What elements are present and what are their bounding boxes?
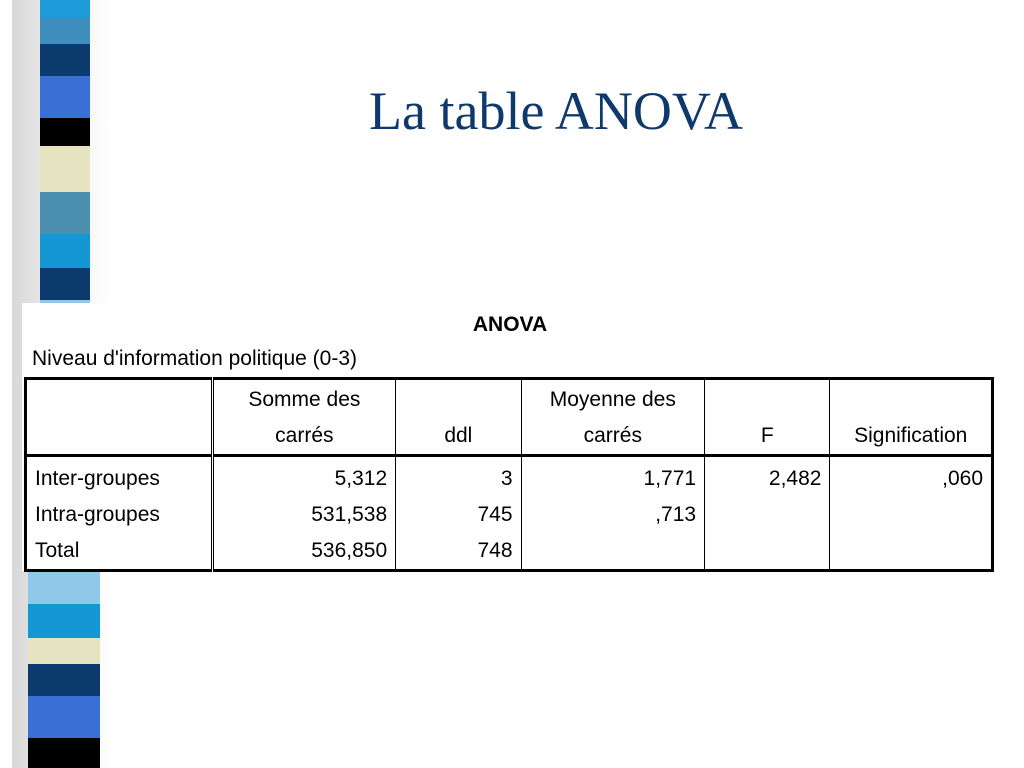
header-cell-significance: [830, 379, 993, 456]
cell-f: [705, 533, 830, 571]
header-line1: Moyenne des: [549, 388, 676, 411]
header-cell-row-label: [26, 379, 213, 456]
header-line1: Somme des: [248, 388, 361, 411]
strip-block: [28, 604, 100, 638]
strip-block: [40, 44, 90, 76]
cell-mean-square: [521, 533, 705, 571]
cell-sum-of-squares: 531,538: [212, 497, 396, 533]
header-line2: Signification: [854, 424, 968, 447]
strip-block: [40, 234, 90, 268]
cell-significance: [830, 497, 993, 533]
cell-significance: [830, 533, 993, 571]
strip-block: [40, 146, 90, 192]
cell-f: 2,482: [705, 456, 830, 498]
cell-mean-square: 1,771: [521, 456, 705, 498]
cell-sum-of-squares: 5,312: [212, 456, 396, 498]
table-header-row: [26, 379, 993, 456]
header-cell-mean-square: [521, 379, 705, 456]
cell-df: 3: [396, 456, 521, 498]
table-row: [26, 533, 993, 571]
anova-table-panel: [22, 303, 998, 571]
strip-block: [40, 0, 90, 18]
header-cell-df: [396, 379, 521, 456]
cell-f: [705, 497, 830, 533]
header-line2: carrés: [275, 424, 334, 447]
strip-block: [28, 738, 100, 768]
table-row: [26, 456, 993, 498]
header-line2: carrés: [583, 424, 642, 447]
table-subtitle: Niveau d'information politique (0-3): [32, 347, 358, 370]
header-line2: ddl: [444, 424, 473, 447]
header-cell-sum-of-squares: [212, 379, 396, 456]
slide-title: La table ANOVA: [369, 81, 743, 141]
strip-block: [40, 268, 90, 300]
cell-df: 748: [396, 533, 521, 571]
row-label: Inter-groupes: [35, 467, 160, 490]
strip-block: [28, 664, 100, 696]
header-line2: F: [760, 424, 774, 447]
cell-mean-square: ,713: [521, 497, 705, 533]
cell-sum-of-squares: 536,850: [212, 533, 396, 571]
strip-block: [40, 18, 90, 44]
cell-significance: ,060: [830, 456, 993, 498]
strip-block: [40, 192, 90, 234]
strip-block: [28, 696, 100, 738]
strip-block: [28, 568, 100, 604]
cell-df: 745: [396, 497, 521, 533]
anova-table: [24, 377, 994, 572]
row-label: Total: [35, 539, 80, 562]
row-label: Intra-groupes: [35, 503, 160, 526]
table-row: [26, 497, 993, 533]
strip-block: [28, 638, 100, 664]
header-cell-f: [705, 379, 830, 456]
table-heading: ANOVA: [472, 313, 548, 336]
